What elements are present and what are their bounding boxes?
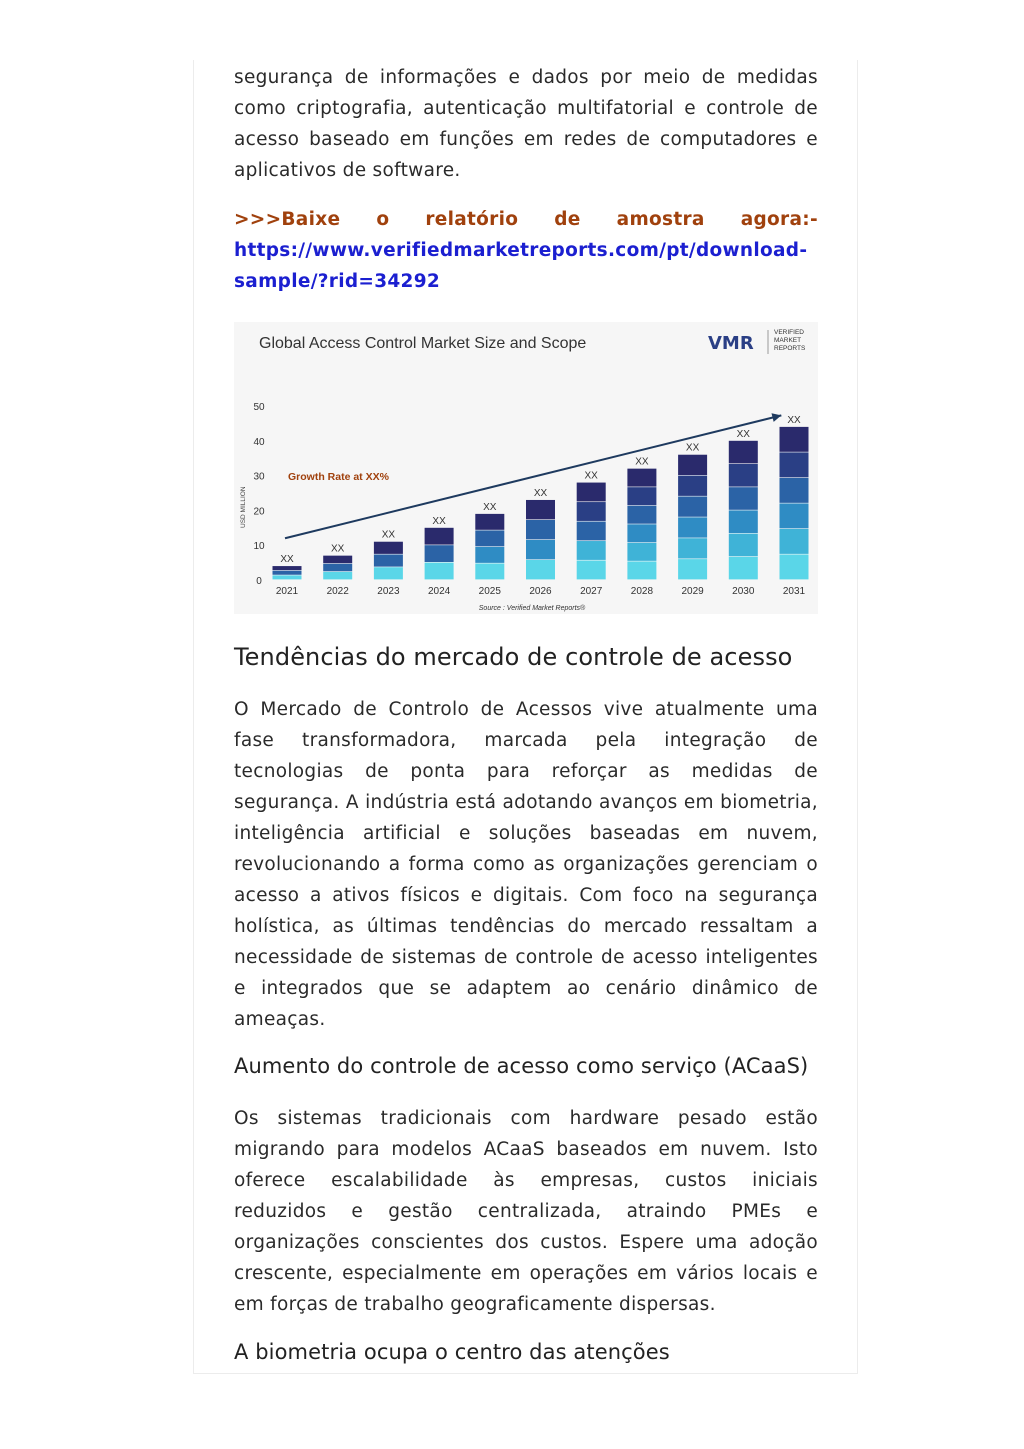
bar-segment (577, 483, 606, 502)
bar-segment (678, 538, 707, 558)
growth-annotation: Growth Rate at XX% (288, 471, 389, 483)
cta-text (234, 204, 818, 235)
bar-data-label: XX (787, 414, 801, 426)
acaas-paragraph: Os sistemas tradicionais com hardware pesado estão migrando para modelos ACaaS baseados em nuvem. Isto oferece escalabilidade às empresas, custos iniciais reduzidos e gestão centralizada, atraindo PMEs e organizações conscientes dos custos. Espere uma adoção crescente, especialmente em operações em vários locais e em forças de trabalho geograficamente dispersas. (234, 1108, 818, 1315)
x-tick-label: 2030 (732, 586, 755, 597)
x-tick-label: 2021 (275, 586, 299, 597)
section-heading-acaas: Aumento do controle de acesso como serviço (ACaaS) (234, 1054, 809, 1078)
bar-segment (475, 547, 504, 563)
bar (323, 556, 352, 580)
cta-word: agora:- (740, 209, 818, 230)
bar-segment (780, 452, 809, 477)
bar-segment (627, 469, 656, 487)
bar (678, 455, 707, 580)
bar (577, 483, 606, 580)
bar-segment (780, 529, 809, 554)
x-tick-label: 2028 (630, 586, 654, 597)
bar-segment (577, 561, 606, 580)
bar-segment (729, 487, 758, 510)
bar (627, 469, 656, 580)
bar-segment (425, 545, 454, 562)
bar-segment (780, 427, 809, 452)
bar-segment (273, 571, 302, 575)
bar-segment (475, 563, 504, 579)
cta-word: relatório (425, 209, 519, 230)
bar (526, 500, 555, 579)
bar-data-label: XX (736, 428, 750, 440)
x-tick-label: 2022 (326, 586, 349, 597)
bar-segment (678, 476, 707, 496)
y-axis-label: USD MILLION (240, 486, 247, 528)
bar-segment (425, 528, 454, 545)
bar-segment (526, 520, 555, 539)
bar-segment (780, 503, 809, 528)
bar-segment (729, 464, 758, 487)
bar-data-label: XX (584, 470, 598, 482)
logo-mark: VMR (708, 333, 754, 354)
bar-segment (577, 502, 606, 521)
chart-svg (234, 322, 818, 614)
bar-segment (627, 561, 656, 579)
sample-report-link[interactable] (234, 235, 818, 297)
cta-word: >>>Baixe (234, 209, 341, 230)
logo-caption-1: VERIFIED (774, 329, 804, 336)
bar (780, 427, 809, 580)
growth-arrow-head (772, 413, 782, 422)
bar-segment (323, 564, 352, 572)
bar (273, 566, 302, 579)
bar-segment (273, 575, 302, 579)
cta-word: amostra (616, 209, 705, 230)
bar (475, 514, 504, 580)
chart-title: Global Access Control Market Size and Scope (259, 335, 587, 352)
bar-segment (526, 540, 555, 559)
bar-segment (374, 567, 403, 579)
y-tick-label: 40 (253, 436, 265, 448)
bar-segment (627, 506, 656, 524)
bar-segment (678, 517, 707, 537)
link-line-1[interactable]: https://www.verifiedmarketreports.com/pt/download- (234, 240, 808, 261)
logo-caption-3: REPORTS (774, 345, 806, 352)
bar-segment (526, 500, 555, 519)
bar-segment (678, 496, 707, 516)
y-tick-label: 30 (253, 471, 265, 483)
trends-paragraph: O Mercado de Controlo de Acessos vive atualmente uma fase transformadora, marcada pela integração de tecnologias de ponta para reforçar as medidas de segurança. A indústria está adotando avanços em biometria, inteligência artificial e soluções baseadas em nuvem, revolucionando a forma como as organizações gerenciam o acesso a ativos físicos e digitais. Com foco na segurança holística, as últimas tendências do mercado ressaltam a necessidade de sistemas de controle de acesso inteligentes e integrados que se adaptem ao cenário dinâmico de ameaças. (234, 699, 818, 1030)
bar-data-label: XX (533, 487, 548, 499)
bar-segment (323, 556, 352, 564)
bar-segment (323, 572, 352, 580)
bar-segment (475, 514, 504, 530)
bar-segment (678, 455, 707, 475)
link-line-2[interactable]: sample/?rid=34292 (234, 271, 441, 292)
bar (425, 528, 454, 580)
section-trends-body (234, 694, 818, 1035)
bar-data-label: XX (381, 529, 396, 541)
bar-segment (729, 441, 758, 464)
bar (729, 441, 758, 580)
y-tick-label: 20 (253, 506, 265, 518)
cta-word: de (554, 209, 581, 230)
section-acaas (234, 1054, 818, 1078)
section-heading-biometrics: A biometria ocupa o centro das atenções (234, 1340, 670, 1364)
bar-segment (627, 524, 656, 542)
bar-segment (577, 522, 606, 541)
bar-segment (627, 487, 656, 505)
bar-segment (425, 563, 454, 580)
section-biometrics (234, 1340, 818, 1364)
bar-segment (780, 478, 809, 503)
bar-segment (627, 543, 656, 561)
x-tick-label: 2027 (580, 586, 603, 597)
x-tick-label: 2031 (782, 586, 806, 597)
intro-paragraph: segurança de informações e dados por meio de medidas como criptografia, autenticação multifatorial e controle de acesso baseado em funções em redes de computadores e aplicativos de software. (234, 67, 818, 181)
bar-data-label: XX (685, 442, 700, 454)
bar-data-label: XX (432, 515, 446, 527)
section-trends (234, 643, 818, 671)
x-tick-label: 2024 (427, 586, 451, 597)
vmr-logo (708, 329, 806, 354)
sample-report-cta (234, 204, 818, 297)
bar-data-label: XX (483, 501, 497, 513)
bar-segment (374, 542, 403, 554)
bar-segment (374, 554, 403, 566)
bar-segment (729, 510, 758, 533)
cta-word: o (376, 209, 390, 230)
x-tick-label: 2025 (478, 586, 501, 597)
bar-data-label: XX (635, 456, 649, 468)
bar-data-label: XX (331, 543, 345, 555)
y-tick-label: 50 (253, 402, 265, 413)
bar-segment (729, 557, 758, 580)
bar (374, 542, 403, 580)
bar-segment (780, 554, 809, 579)
bar-data-label: XX (280, 554, 294, 566)
section-acaas-body (234, 1103, 818, 1320)
bar-segment (273, 566, 302, 570)
y-tick-label: 10 (253, 541, 265, 553)
logo-caption-2: MARKET (774, 337, 802, 344)
bar-segment (577, 541, 606, 560)
x-tick-label: 2029 (681, 586, 704, 597)
article-body-top (234, 62, 818, 186)
section-heading-trends: Tendências do mercado de controle de acesso (234, 643, 793, 671)
x-tick-label: 2026 (529, 586, 552, 597)
chart-source: Source : Verified Market Reports® (478, 605, 586, 612)
bar-segment (526, 560, 555, 579)
market-size-chart (234, 322, 818, 614)
bar-segment (678, 559, 707, 579)
y-tick-label: 0 (256, 576, 262, 587)
bar-segment (475, 530, 504, 546)
bar-segment (729, 534, 758, 557)
x-tick-label: 2023 (377, 586, 400, 597)
